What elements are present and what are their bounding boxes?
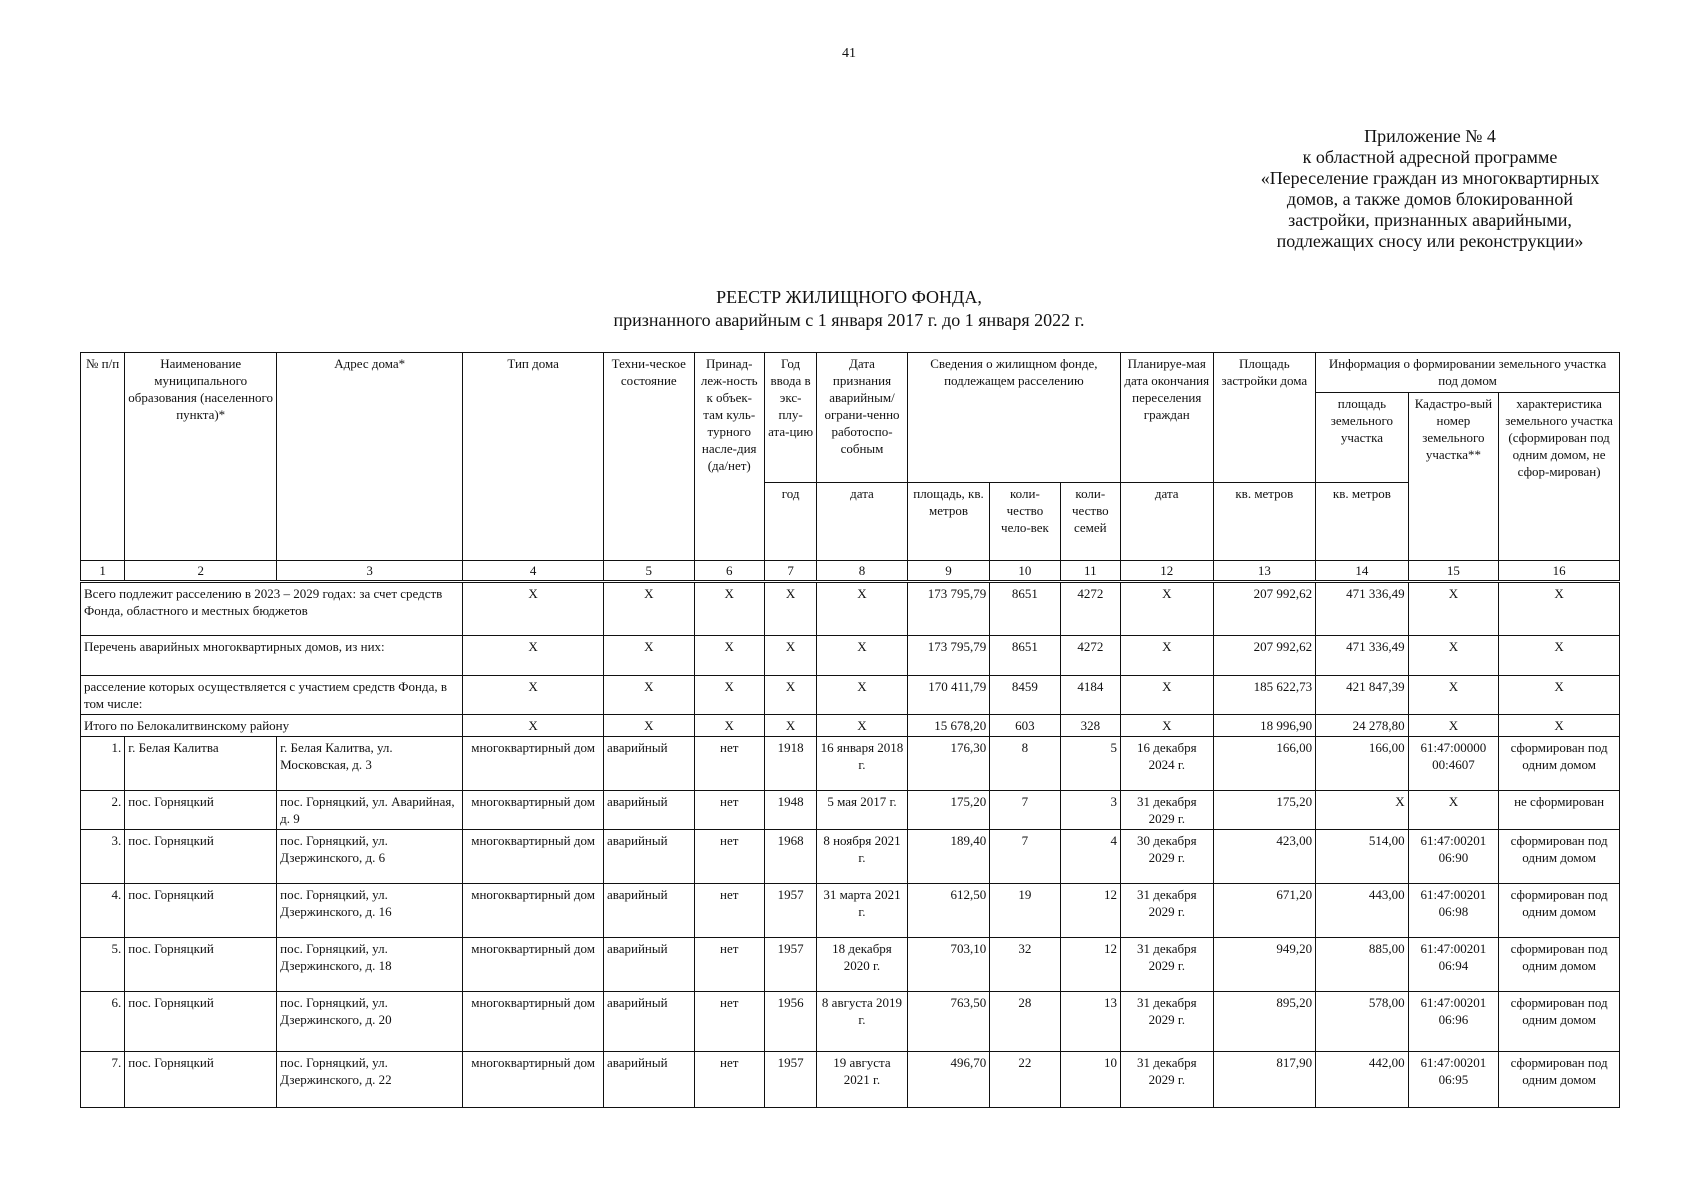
summary-cell-c16: Х <box>1499 676 1620 715</box>
cell-land: 514,00 <box>1316 830 1409 884</box>
summary-cell-c9: 170 411,79 <box>907 676 989 715</box>
unit-people: коли-чество чело-век <box>990 483 1060 561</box>
appendix-line: «Переселение граждан из многоквартирных <box>1260 168 1600 188</box>
summary-cell-c10: 8651 <box>990 582 1060 636</box>
cell-n: 7. <box>81 1052 125 1108</box>
cell-char: сформирован под одним домом <box>1499 992 1620 1052</box>
cell-n: 2. <box>81 791 125 830</box>
summary-label: Перечень аварийных многоквартирных домов, из них: <box>81 636 463 676</box>
summary-cell-c14: 421 847,39 <box>1316 676 1409 715</box>
cell-addr: пос. Горняцкий, ул. Дзержинского, д. 20 <box>277 992 463 1052</box>
summary-cell-c16: Х <box>1499 636 1620 676</box>
unit-plan-date: дата <box>1121 483 1214 561</box>
unit-build-area: кв. метров <box>1213 483 1316 561</box>
cell-date: 8 августа 2019 г. <box>817 992 908 1052</box>
summary-cell-c15: Х <box>1408 676 1499 715</box>
header-year: Год ввода в экс-плу-ата-цию <box>764 353 816 483</box>
header-tech-state: Техни-ческое состояние <box>604 353 695 561</box>
cell-mo: пос. Горняцкий <box>125 1052 277 1108</box>
cell-type: многоквартирный дом <box>463 791 604 830</box>
cell-date: 31 марта 2021 г. <box>817 884 908 938</box>
cell-addr: пос. Горняцкий, ул. Дзержинского, д. 16 <box>277 884 463 938</box>
cell-mo: пос. Горняцкий <box>125 992 277 1052</box>
cell-year: 1948 <box>764 791 816 830</box>
summary-label: Итого по Белокалитвинскому району <box>81 715 463 737</box>
column-number: 1 <box>81 561 125 582</box>
page-number: 41 <box>842 46 856 61</box>
cell-state: аварийный <box>604 1052 695 1108</box>
column-number: 10 <box>990 561 1060 582</box>
cell-state: аварийный <box>604 830 695 884</box>
summary-cell-c14: 24 278,80 <box>1316 715 1409 737</box>
summary-row <box>81 676 1620 715</box>
cell-char: не сформирован <box>1499 791 1620 830</box>
summary-cell-c16: Х <box>1499 582 1620 636</box>
cell-land: 166,00 <box>1316 737 1409 791</box>
column-number: 2 <box>125 561 277 582</box>
cell-plan: 31 декабря 2029 г. <box>1121 938 1214 992</box>
column-number: 5 <box>604 561 695 582</box>
unit-year: год <box>764 483 816 561</box>
summary-cell-c10: 603 <box>990 715 1060 737</box>
cell-area: 189,40 <box>907 830 989 884</box>
cell-people: 32 <box>990 938 1060 992</box>
cell-build: 423,00 <box>1213 830 1316 884</box>
cell-mo: г. Белая Калитва <box>125 737 277 791</box>
table-row <box>81 938 1620 992</box>
header-heritage: Принад-леж-ность к объек-там куль-турного насле-дия (да/нет) <box>694 353 764 561</box>
summary-cell-c5: Х <box>604 582 695 636</box>
cell-plan: 30 декабря 2029 г. <box>1121 830 1214 884</box>
summary-cell-c4: Х <box>463 676 604 715</box>
summary-cell-c12: Х <box>1121 676 1214 715</box>
cell-addr: пос. Горняцкий, ул. Дзержинского, д. 6 <box>277 830 463 884</box>
table-row <box>81 791 1620 830</box>
cell-n: 6. <box>81 992 125 1052</box>
table-row <box>81 884 1620 938</box>
cell-area: 175,20 <box>907 791 989 830</box>
cell-land: 442,00 <box>1316 1052 1409 1108</box>
summary-cell-c7: Х <box>764 582 816 636</box>
header-planned-date: Планируе-мая дата окончания переселения граждан <box>1121 353 1214 483</box>
summary-label: Всего подлежит расселению в 2023 – 2029 годах: за счет средств Фонда, областного и местных бюджетов <box>81 582 463 636</box>
cell-families: 5 <box>1060 737 1120 791</box>
unit-land-area: кв. метров <box>1316 483 1409 561</box>
cell-build: 817,90 <box>1213 1052 1316 1108</box>
unit-families: коли-чество семей <box>1060 483 1120 561</box>
cell-heritage: нет <box>694 938 764 992</box>
summary-cell-c11: 4184 <box>1060 676 1120 715</box>
cell-type: многоквартирный дом <box>463 884 604 938</box>
cell-year: 1968 <box>764 830 816 884</box>
appendix-line: подлежащих сносу или реконструкции» <box>1276 231 1584 251</box>
cell-area: 176,30 <box>907 737 989 791</box>
cell-area: 703,10 <box>907 938 989 992</box>
summary-cell-c5: Х <box>604 636 695 676</box>
cell-plan: 31 декабря 2029 г. <box>1121 1052 1214 1108</box>
summary-cell-c9: 173 795,79 <box>907 582 989 636</box>
cell-type: многоквартирный дом <box>463 938 604 992</box>
summary-cell-c14: 471 336,49 <box>1316 636 1409 676</box>
cell-land: Х <box>1316 791 1409 830</box>
summary-cell-c10: 8651 <box>990 636 1060 676</box>
cell-heritage: нет <box>694 830 764 884</box>
unit-area: площадь, кв. метров <box>907 483 989 561</box>
cell-plan: 31 декабря 2029 г. <box>1121 884 1214 938</box>
cell-n: 1. <box>81 737 125 791</box>
cell-mo: пос. Горняцкий <box>125 884 277 938</box>
summary-cell-c12: Х <box>1121 636 1214 676</box>
cell-char: сформирован под одним домом <box>1499 830 1620 884</box>
cell-addr: пос. Горняцкий, ул. Дзержинского, д. 18 <box>277 938 463 992</box>
header-cadastral: Кадастро-вый номер земельного участка** <box>1408 393 1499 561</box>
cell-families: 10 <box>1060 1052 1120 1108</box>
summary-cell-c15: Х <box>1408 582 1499 636</box>
cell-date: 5 мая 2017 г. <box>817 791 908 830</box>
cell-cad: 61:47:00201 06:96 <box>1408 992 1499 1052</box>
summary-cell-c6: Х <box>694 636 764 676</box>
unit-date: дата <box>817 483 908 561</box>
cell-area: 763,50 <box>907 992 989 1052</box>
table-row <box>81 1052 1620 1108</box>
cell-people: 19 <box>990 884 1060 938</box>
summary-cell-c12: Х <box>1121 582 1214 636</box>
table-row <box>81 992 1620 1052</box>
summary-cell-c13: 207 992,62 <box>1213 582 1316 636</box>
cell-state: аварийный <box>604 737 695 791</box>
header-land-info: Информация о формировании земельного участка под домом <box>1316 353 1620 393</box>
cell-date: 16 января 2018 г. <box>817 737 908 791</box>
summary-row <box>81 582 1620 636</box>
appendix-line: к областной адресной программе <box>1302 147 1558 167</box>
cell-families: 12 <box>1060 938 1120 992</box>
housing-registry-table <box>80 352 1620 1108</box>
cell-mo: пос. Горняцкий <box>125 938 277 992</box>
cell-state: аварийный <box>604 884 695 938</box>
cell-cad: 61:47:00201 06:98 <box>1408 884 1499 938</box>
cell-addr: г. Белая Калитва, ул. Московская, д. 3 <box>277 737 463 791</box>
cell-plan: 31 декабря 2029 г. <box>1121 992 1214 1052</box>
cell-year: 1957 <box>764 938 816 992</box>
header-land-characteristic: характеристика земельного участка (сформирован под одним домом, не сфор-мирован) <box>1499 393 1620 561</box>
appendix-line: домов, а также домов блокированной <box>1286 189 1574 209</box>
cell-addr: пос. Горняцкий, ул. Дзержинского, д. 22 <box>277 1052 463 1108</box>
appendix-line: Приложение № 4 <box>1364 126 1496 146</box>
cell-land: 443,00 <box>1316 884 1409 938</box>
cell-state: аварийный <box>604 992 695 1052</box>
cell-plan: 16 декабря 2024 г. <box>1121 737 1214 791</box>
cell-cad: 61:47:00000 00:4607 <box>1408 737 1499 791</box>
cell-type: многоквартирный дом <box>463 737 604 791</box>
cell-area: 612,50 <box>907 884 989 938</box>
cell-char: сформирован под одним домом <box>1499 737 1620 791</box>
cell-people: 8 <box>990 737 1060 791</box>
cell-people: 22 <box>990 1052 1060 1108</box>
cell-date: 19 августа 2021 г. <box>817 1052 908 1108</box>
summary-cell-c7: Х <box>764 676 816 715</box>
header-municipality: Наименование муниципального образования (населенного пункта)* <box>125 353 277 561</box>
summary-cell-c5: Х <box>604 715 695 737</box>
cell-cad: 61:47:00201 06:95 <box>1408 1052 1499 1108</box>
column-number: 16 <box>1499 561 1620 582</box>
table-row <box>81 830 1620 884</box>
column-number: 9 <box>907 561 989 582</box>
cell-char: сформирован под одним домом <box>1499 1052 1620 1108</box>
cell-type: многоквартирный дом <box>463 992 604 1052</box>
summary-cell-c6: Х <box>694 715 764 737</box>
cell-build: 175,20 <box>1213 791 1316 830</box>
cell-land: 578,00 <box>1316 992 1409 1052</box>
cell-year: 1956 <box>764 992 816 1052</box>
cell-build: 166,00 <box>1213 737 1316 791</box>
summary-cell-c10: 8459 <box>990 676 1060 715</box>
summary-label: расселение которых осуществляется с участием средств Фонда, в том числе: <box>81 676 463 715</box>
summary-cell-c15: Х <box>1408 715 1499 737</box>
cell-heritage: нет <box>694 884 764 938</box>
column-number: 11 <box>1060 561 1120 582</box>
column-number: 14 <box>1316 561 1409 582</box>
cell-type: многоквартирный дом <box>463 830 604 884</box>
cell-people: 28 <box>990 992 1060 1052</box>
cell-people: 7 <box>990 791 1060 830</box>
cell-addr: пос. Горняцкий, ул. Аварийная, д. 9 <box>277 791 463 830</box>
column-number: 7 <box>764 561 816 582</box>
column-number: 12 <box>1121 561 1214 582</box>
cell-cad: 61:47:00201 06:94 <box>1408 938 1499 992</box>
summary-cell-c13: 18 996,90 <box>1213 715 1316 737</box>
summary-cell-c4: Х <box>463 636 604 676</box>
summary-cell-c6: Х <box>694 582 764 636</box>
table-row <box>81 737 1620 791</box>
title-line-1: РЕЕСТР ЖИЛИЩНОГО ФОНДА, <box>716 287 982 307</box>
column-number: 6 <box>694 561 764 582</box>
column-number: 15 <box>1408 561 1499 582</box>
summary-cell-c11: 4272 <box>1060 636 1120 676</box>
cell-date: 18 декабря 2020 г. <box>817 938 908 992</box>
summary-cell-c8: Х <box>817 582 908 636</box>
summary-cell-c13: 207 992,62 <box>1213 636 1316 676</box>
summary-row <box>81 715 1620 737</box>
cell-cad: Х <box>1408 791 1499 830</box>
header-land-area: площадь земельного участка <box>1316 393 1409 483</box>
cell-char: сформирован под одним домом <box>1499 884 1620 938</box>
summary-row <box>81 636 1620 676</box>
header-number: № п/п <box>81 353 125 561</box>
cell-year: 1957 <box>764 1052 816 1108</box>
cell-area: 496,70 <box>907 1052 989 1108</box>
summary-cell-c9: 15 678,20 <box>907 715 989 737</box>
column-number-row <box>81 561 1620 582</box>
header-housing-info: Сведения о жилищном фонде, подлежащем расселению <box>907 353 1120 483</box>
header-house-type: Тип дома <box>463 353 604 561</box>
summary-cell-c7: Х <box>764 636 816 676</box>
summary-cell-c8: Х <box>817 715 908 737</box>
summary-cell-c15: Х <box>1408 636 1499 676</box>
cell-land: 885,00 <box>1316 938 1409 992</box>
cell-build: 671,20 <box>1213 884 1316 938</box>
cell-state: аварийный <box>604 938 695 992</box>
summary-cell-c4: Х <box>463 582 604 636</box>
cell-type: многоквартирный дом <box>463 1052 604 1108</box>
cell-plan: 31 декабря 2029 г. <box>1121 791 1214 830</box>
cell-mo: пос. Горняцкий <box>125 791 277 830</box>
document-title <box>0 286 1698 332</box>
appendix-note <box>1220 126 1640 252</box>
appendix-line: застройки, признанных аварийными, <box>1288 210 1572 230</box>
summary-cell-c16: Х <box>1499 715 1620 737</box>
summary-cell-c5: Х <box>604 676 695 715</box>
header-address: Адрес дома* <box>277 353 463 561</box>
header-date-recognition: Дата признания аварийным/ограни-ченно работоспо-собным <box>817 353 908 483</box>
cell-families: 12 <box>1060 884 1120 938</box>
cell-heritage: нет <box>694 737 764 791</box>
cell-people: 7 <box>990 830 1060 884</box>
cell-families: 4 <box>1060 830 1120 884</box>
summary-cell-c4: Х <box>463 715 604 737</box>
cell-state: аварийный <box>604 791 695 830</box>
column-number: 3 <box>277 561 463 582</box>
cell-date: 8 ноября 2021 г. <box>817 830 908 884</box>
cell-build: 895,20 <box>1213 992 1316 1052</box>
cell-char: сформирован под одним домом <box>1499 938 1620 992</box>
summary-cell-c12: Х <box>1121 715 1214 737</box>
cell-heritage: нет <box>694 992 764 1052</box>
summary-cell-c6: Х <box>694 676 764 715</box>
title-line-2: признанного аварийным с 1 января 2017 г. до 1 января 2022 г. <box>613 310 1085 330</box>
summary-cell-c11: 328 <box>1060 715 1120 737</box>
header-building-area: Площадь застройки дома <box>1213 353 1316 483</box>
cell-mo: пос. Горняцкий <box>125 830 277 884</box>
cell-n: 3. <box>81 830 125 884</box>
column-number: 8 <box>817 561 908 582</box>
cell-n: 4. <box>81 884 125 938</box>
summary-cell-c9: 173 795,79 <box>907 636 989 676</box>
summary-cell-c7: Х <box>764 715 816 737</box>
cell-year: 1957 <box>764 884 816 938</box>
cell-families: 3 <box>1060 791 1120 830</box>
cell-year: 1918 <box>764 737 816 791</box>
summary-cell-c8: Х <box>817 676 908 715</box>
cell-heritage: нет <box>694 1052 764 1108</box>
column-number: 13 <box>1213 561 1316 582</box>
cell-heritage: нет <box>694 791 764 830</box>
cell-cad: 61:47:00201 06:90 <box>1408 830 1499 884</box>
summary-cell-c13: 185 622,73 <box>1213 676 1316 715</box>
summary-cell-c11: 4272 <box>1060 582 1120 636</box>
summary-cell-c8: Х <box>817 636 908 676</box>
cell-n: 5. <box>81 938 125 992</box>
cell-families: 13 <box>1060 992 1120 1052</box>
cell-build: 949,20 <box>1213 938 1316 992</box>
summary-cell-c14: 471 336,49 <box>1316 582 1409 636</box>
column-number: 4 <box>463 561 604 582</box>
